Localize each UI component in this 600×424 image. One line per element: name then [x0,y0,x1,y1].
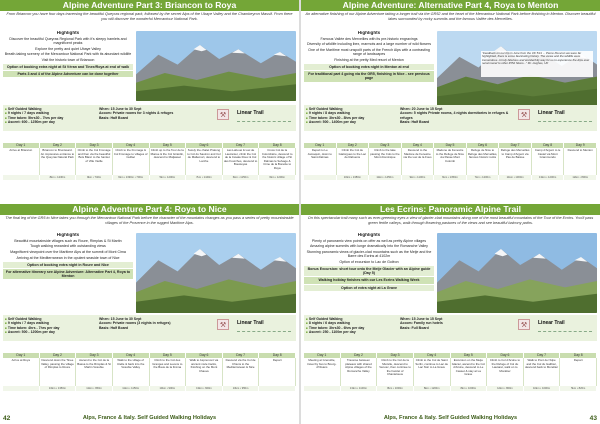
itinerary-day-text: Climb to the Fromage & Col Fromage to villages of Ceillac [113,148,150,175]
itinerary-day-stats [259,386,296,391]
itinerary-day-text: Climb up to the Tour de la Manse & the Col Girardin, descend to Maljasset [150,148,187,175]
highlight-item: Visit the historic town of Briancon [41,58,95,63]
section-alternative-part-4 [301,0,600,201]
itinerary-day-stats: 11km • 1450m [369,175,402,180]
highlight-item: Stunning panoramic views of glacier-clad mountains such as the Meije and the Barre des Ecrins at 4102m [306,250,432,259]
footer-text-left: Alps, France & Italy. Self Guided Walking Holidays [82,415,217,421]
itinerary-day-header: Day 8 [259,353,296,358]
meal-basis: Basis: Half Board [99,115,129,120]
highlight-item: Tough walking rewarded with outstanding views [30,244,106,249]
itinerary-day-text: Walk to Aspremont via ancient mule tracks, finishing on the Mont Chauve [186,358,223,386]
itinerary-day-text: Arrive at Briancon [3,148,40,175]
itinerary-day-header: Day 5 [150,353,187,358]
itinerary-day-text: Climb to the Col des Granges and Levens to the Baus de la Fréma [150,358,187,386]
feature-item: ■ 9 nights / 8 days walking [306,111,390,115]
itinerary-day-stats: 9km • 740m [76,175,113,180]
itinerary-day-stats: 6km • 1390m • 700m [113,175,150,180]
highlight-item: One of the Maritime most unspoilt parts of the French Alps with a contrasting range of landscapes [308,48,430,57]
linear-trail-label: Linear Trail [237,110,264,116]
itinerary-grid [3,143,296,180]
itinerary-day-header: Day 8 [259,143,296,148]
highlight-item: Plenty of panoramic view points on offer as well as pretty Alpine villages [311,238,427,243]
itinerary-day-text: Descend to Menton [564,148,597,175]
itinerary-day-text: Climb to the lake passing the Cols to the Mont-Dominique [369,148,402,175]
feature-list [5,317,89,335]
itinerary-day-header: Day 4 [414,353,451,358]
itinerary-day-stats: 5km • 1200m [150,175,187,180]
feature-item: ■ Self Guided Walking [5,317,89,321]
itinerary-day-header: Day 1 [3,143,40,148]
trail-line [237,119,291,122]
linear-trail-label: Linear Trail [538,320,565,326]
trail-line [538,329,592,332]
highlight-item: Arriving at the Mediterranean in the opulent seaside town of Nice [16,256,120,261]
season-accommodation [400,317,510,330]
right-page [301,0,600,424]
linear-trail-badge [217,108,295,128]
itinerary-day-text: Descend via the Col de Chiens to the Mediterranean & Nice [223,358,260,386]
highlights-heading: Highlights [357,233,381,237]
highlight-item: Breath-taking scenery of the Mercantour National Park with its abundant wildlife [4,52,132,57]
itinerary-day-text: Surely the chalet Pralong to Col du Sautron and Col de Mallemort, descend to Larche [186,148,223,175]
footer-right [301,413,600,424]
feature-item: ■ Time taken: 4hrs - 7hrs per day [5,326,89,330]
highlights-heading: Highlights [56,233,80,237]
itinerary-grid [304,353,597,391]
itinerary-day-stats: 13km • 900m [150,386,187,391]
highlight-item: Explore the pretty and quiet Ubaye Valley [35,46,101,51]
itinerary-day-header: Day 5 [434,143,467,148]
season-when: When: 15 June to 30 Sept [99,317,142,321]
option-note: Option of booking extra night in Roure and Nice [3,262,133,268]
option-note-2: Walking holiday finishes with our Les Ecrins Walking Week [304,277,434,283]
page-number-right: 43 [589,415,597,422]
itinerary-day-header: Day 7 [499,143,532,148]
option-note-2: For alternative itinerary see Alpine Adventure: Alternative Part 4, Roya to Menton [3,269,133,279]
highlights-heading: Highlights [357,31,381,35]
holiday-info-box [3,105,296,131]
itinerary-day-header: Day 8 [532,143,565,148]
meal-basis: Basis: Half Board [99,325,129,330]
section-alpine-part-3 [0,0,299,201]
section-title: Les Ecrins: Panoramic Alpine Trail [301,204,600,215]
itinerary-day-text: Depart to Le Jamaquin, down to Saint-Dalmas [304,148,337,175]
itinerary-day-text: Briancon to Brunissard. An impressive entrance to the Queyras Natural Park [40,148,77,175]
highlight-item: Discover the beautiful Queyras Regional Park with it's sleepy hamlets and magnificent peaks [9,36,127,45]
option-note: Option of booking extra night in Menton at end [304,64,434,70]
section-intro: The final leg of the GR5 to Nice takes you through the Mercantour National Park before the character of the mountains changes as you pass a series of pretty mountainside villages of the Provence in the rugged Maritime Alps. [5,216,294,225]
season-when: When: 15 June to 15 Sept [400,317,443,321]
season-when: When: 20 June to 15 Sept [400,107,443,111]
section-intro: From Briancon you have four days traversing the beautiful Queyras regional park, followed by the secret Alps of the Ubaye Valley and the Chambeyron Massif. From there you will discover the wonderful Mercantour National Park. [6,12,293,21]
itinerary-day-stats: 13km • 950m [223,386,260,391]
option-note: Option of booking extra night at St Véran and Tinee/Roya at end of walk [3,64,133,70]
feature-item: ■ Ascent: 250 - 1100m per day [306,330,390,334]
holiday-info-box [304,105,597,131]
itinerary-day-text: Climb to the Col de Saint Sorlin, continue to Lac de Lac Noir to La Grave [414,358,451,386]
itinerary-day-text: Climb the Col de Gialorgues to the Lac de Rabuons [337,148,370,175]
itinerary-day-header: Day 4 [402,143,435,148]
itinerary-day-stats: 13km • 600m [186,386,223,391]
linear-trail-badge [518,318,596,338]
footprint-icon: ⚒ [518,319,530,330]
accommodation: Accom: Private rooms (3 nights in refuges) [99,321,171,326]
section-title: Alpine Adventure Part 4: Roya to Nice [0,204,299,215]
itinerary-day-text: Excursion on the Meije Glacier, ascend to the Col d'Arsine, descend to Le Casset & stay at La Grave [451,358,488,386]
itinerary-day-header: Day 5 [451,353,488,358]
accommodation: Accom: Family run hotels [400,321,443,326]
highlights-box [304,233,434,312]
itinerary-day-header: Day 7 [524,353,561,358]
footer-text-right: Alps, France & Italy. Self Guided Walking Holidays [383,415,518,421]
itinerary-day-stats: 7km • 1200m [467,175,500,180]
itinerary-day-stats: 11km • 1150m [113,386,150,391]
itinerary-day-header: Day 3 [377,353,414,358]
itinerary-day-header: Day 6 [186,143,223,148]
itinerary-day-stats [3,386,40,391]
itinerary-day-text: Climb to Col d'Arsine to the Refuge of Col du Lautaret, walk on to Monêtier [487,358,524,386]
linear-trail-label: Linear Trail [237,320,264,326]
option-note-2: Parts 3 and 4 of the Alpine Adventure can be done together [3,71,133,77]
itinerary-day-stats: 13km • 1100m [341,386,378,391]
itinerary-day-stats: 10km • 1380m [337,175,370,180]
itinerary-day-header: Day 2 [40,353,77,358]
linear-trail-badge [217,318,295,338]
itinerary-day-stats: 5km • 820m [560,386,597,391]
itinerary-day-header: Day 4 [113,143,150,148]
feature-item: ■ Self Guided Walking [306,107,390,111]
feature-item: ■ Self Guided Walking [5,107,89,111]
mountain-photo [136,233,296,313]
highlight-item: Beautiful mountainside villages such as Roure, Rimplas & St Martin [14,238,122,243]
feature-list [306,317,390,335]
itinerary-day-header: Day 1 [304,143,337,148]
itinerary-day-text: Depart [560,358,597,386]
feature-list [306,107,390,125]
section-intro: An alternative finishing of our Alpine Adventure taking a longer trail via the GR52 and the heart of the Mercantour National Park before finishing in Menton. Discover beautiful lakes surrounded by rocky summits and the famous Vallée des Merveilles. [305,12,596,21]
itinerary-day-header: Day 3 [76,353,113,358]
itinerary-day-text: Arrive at Roya [3,358,40,386]
season-accommodation [99,107,209,120]
itinerary-day-header: Day 8 [560,353,597,358]
itinerary-day-header: Day 5 [150,143,187,148]
itinerary-day-text: Meeting at Grenoble, travel by bus to Bourg-d'Oisans [304,358,341,386]
itinerary-day-stats: 11km • 1300m [499,175,532,180]
highlight-item: Finishing at the pretty Med resort of Menton [334,58,404,63]
itinerary-day-stats [304,386,341,391]
section-title: Alpine Adventure: Alternative Part 4, Roya to Menton [301,0,600,11]
footprint-icon: ⚒ [217,109,229,120]
page-number-left: 42 [3,415,11,422]
season-accommodation [400,107,510,125]
feature-item: ■ Ascent: 600 - 1250m per day [5,120,89,124]
footer-left [0,413,299,424]
season-accommodation [99,317,209,330]
left-page [0,0,299,424]
itinerary-day-text: Cross Col de la Colombière, descend to the historic village of St Dalmas le Selvage & Cime de la Bonette to Roya [259,148,296,175]
feature-item: ■ Time taken: 3hrs30 - 6hrs per day [306,326,390,330]
itinerary-day-text: Camp d'Argent to le Castel via Mont Grammondo [532,148,565,175]
itinerary-day-text: Walk to Pont de l'Alpe and the Col du Galibier, descend back to Monêtier [524,358,561,386]
option-note-3: Option of extra night at La Grave [304,285,434,291]
holiday-info-box [3,315,296,341]
meal-basis: Basis: Half Board [400,120,430,125]
itinerary-day-text: Climb to the Col Fromage and then via the beautiful Bois Blanc to the hamlet of Ville Vieille [76,148,113,175]
itinerary-day-header: Day 1 [3,353,40,358]
highlights-box [3,233,133,312]
itinerary-day-header: Day 3 [76,143,113,148]
option-note: Bonus Excursion: short tour onto the Meije Glacier with an Alpine guide (Day 5) [304,266,434,276]
itinerary-day-header: Day 6 [186,353,223,358]
season-when: When: 15 June to 30 Sept [99,107,142,111]
linear-trail-label: Linear Trail [538,110,565,116]
itinerary-day-header: Day 4 [113,353,150,358]
accommodation: Accom: Private rooms for 3 nights & refuges [99,111,174,116]
itinerary-day-header: Day 6 [487,353,524,358]
itinerary-day-text: Ascend to the Col de la Bassa to the Rimplas & St Martin Vésubie [76,358,113,386]
itinerary-day-header: Day 1 [304,353,341,358]
itinerary-day-header: Day 7 [223,353,260,358]
highlight-item: Magnificent viewpoint over the Maritime Alps at the summit of Mont Cima [10,250,126,255]
itinerary-day-stats: 9km • 1100m [402,175,435,180]
feature-list [5,107,89,125]
feature-item: ■ Ascent: 500 - 1200m per day [5,330,89,334]
highlight-item: Amazing alpine summits with lunge dramatically into the Romanche Valley [310,244,428,249]
itinerary-day-stats: 8km • 1000m [377,386,414,391]
itinerary-day-stats: 12km • 800m [564,175,597,180]
testimonial-quote: “Feedback on our trip in June from the UK 5/11 ... Pierre Peuvron we were far highlighted, there is some fascinating history. The views and the wildlife were tremendous. A truly fabulous and wonderfully way for us to experience the Alps ever recommend to other 4552 hikers...” Mr. Hughes, UK [481,51,593,77]
itinerary-day-text: Descend down the Tinee Valley, passing the village of Rimplas to Roure [40,358,77,386]
itinerary-day-header: Day 7 [223,143,260,148]
accommodation: Accom: 5 nights Private rooms, 4 nights dormitories in refuges & refuges [400,111,509,120]
itinerary-day-header: Day 2 [341,353,378,358]
itinerary-day-text: Lac-Laboué & Lac de Lauzanier, climb the Col de la Cavale Roux & Col des Fourches, descend to Bousieyas [223,148,260,175]
itinerary-grid [304,143,597,180]
feature-item: ■ Time taken: 5hrs30 - 7hrs per day [5,116,89,120]
itinerary-day-header: Day 9 [564,143,597,148]
itinerary-day-header: Day 6 [467,143,500,148]
section-intro: On this spectacular trail many such as ever-greening eyes a view of glacier-clad mountains along one of the most beautiful mountains of the Tour of the Ecrins. You'll pass green fertile valleys, walk through flowering pastures of the views and see beautiful balcony paths. [307,216,594,225]
mountain-photo [437,31,597,107]
itinerary-day-text: Madone de Fenestre to the Refuge de Nice via Passe Mont Colomb [434,148,467,175]
itinerary-day-text: Depart [259,358,296,386]
itinerary-day-stats: 6km • 1350m [434,175,467,180]
section-title: Alpine Adventure Part 3: Briancon to Roya [0,0,299,11]
itinerary-day-stats: 6km • 1150m [223,175,260,180]
itinerary-day-stats [3,175,40,180]
itinerary-day-header: Day 3 [369,143,402,148]
itinerary-day-stats: 13km • 1200m [532,175,565,180]
itinerary-day-text: Climb to the Col de la Muzelle, descend to Venosc, then continue to the hamlet of Chantelouve [377,358,414,386]
trail-line [538,119,592,122]
highlights-box [3,31,133,102]
feature-item: ■ 9 nights / 7 days walking [5,111,89,115]
feature-item: ■ 9 nights / 7 days walking [5,321,89,325]
mountain-photo [136,31,296,101]
itinerary-day-stats [304,175,337,180]
feature-item: ■ Ascent: 500 - 1400m per day [306,120,390,124]
itinerary-day-stats: 10km • 1000m [524,386,561,391]
itinerary-day-header: Day 2 [337,143,370,148]
itinerary-day-text: Refuge de Nice to Refuge des Merveilles, famous historic rocks [467,148,500,175]
feature-item: ■ Self Guided Walking [306,317,390,321]
itinerary-day-text: Refuge des Merveilles to Camp d'Argent via Pas de Baisse [499,148,532,175]
itinerary-day-text: Walk to the village of Utelle & back into the Vésubie Valley [113,358,150,386]
meal-basis: Basis: Full Board [400,325,429,330]
highlight-item: Diversity of wildlife including ibex, marmots and a large number of wild flowers [306,42,432,47]
feature-item: ■ 8 nights / 6 days walking [306,321,390,325]
itinerary-day-text: Descend to the Madone de Fenestre via the Lac de la Fous [402,148,435,175]
itinerary-day-stats: 8km • 1230m [40,175,77,180]
itinerary-day-stats: 12km • 800m [487,386,524,391]
section-alpine-part-4 [0,204,299,408]
highlight-item: Option of excursion to Lac de Goléon [339,260,399,265]
itinerary-grid [3,353,296,391]
highlights-box [304,31,434,102]
feature-item: ■ Time taken: 3hrs30 - 8hrs per day [306,116,390,120]
itinerary-day-stats: 8km • 1000m [451,386,488,391]
itinerary-day-stats: 11km • 950m [76,386,113,391]
trail-line [237,329,291,332]
itinerary-day-stats: 6km • 1200m [259,175,296,180]
itinerary-day-text: Traverse between plateaux with shared Alpine villages of the Romanche Valley [341,358,378,386]
highlights-heading: Highlights [56,31,80,35]
footprint-icon: ⚒ [217,319,229,330]
itinerary-day-stats: 7km • 1440m [186,175,223,180]
itinerary-day-header: Day 2 [40,143,77,148]
option-note-2: For traditional part 4 going via the GR5, finishing in Nice - see previous page [304,71,434,81]
highlight-item: Famous Vallée des Merveilles with its pre-historic engravings [320,36,418,41]
linear-trail-badge [518,108,596,128]
section-les-ecrins [301,204,600,408]
mountain-photo [437,233,597,313]
holiday-info-box [304,315,597,341]
footprint-icon: ⚒ [518,109,530,120]
itinerary-day-stats: 8km • 1200m [414,386,451,391]
itinerary-day-stats: 13km • 1350m [40,386,77,391]
